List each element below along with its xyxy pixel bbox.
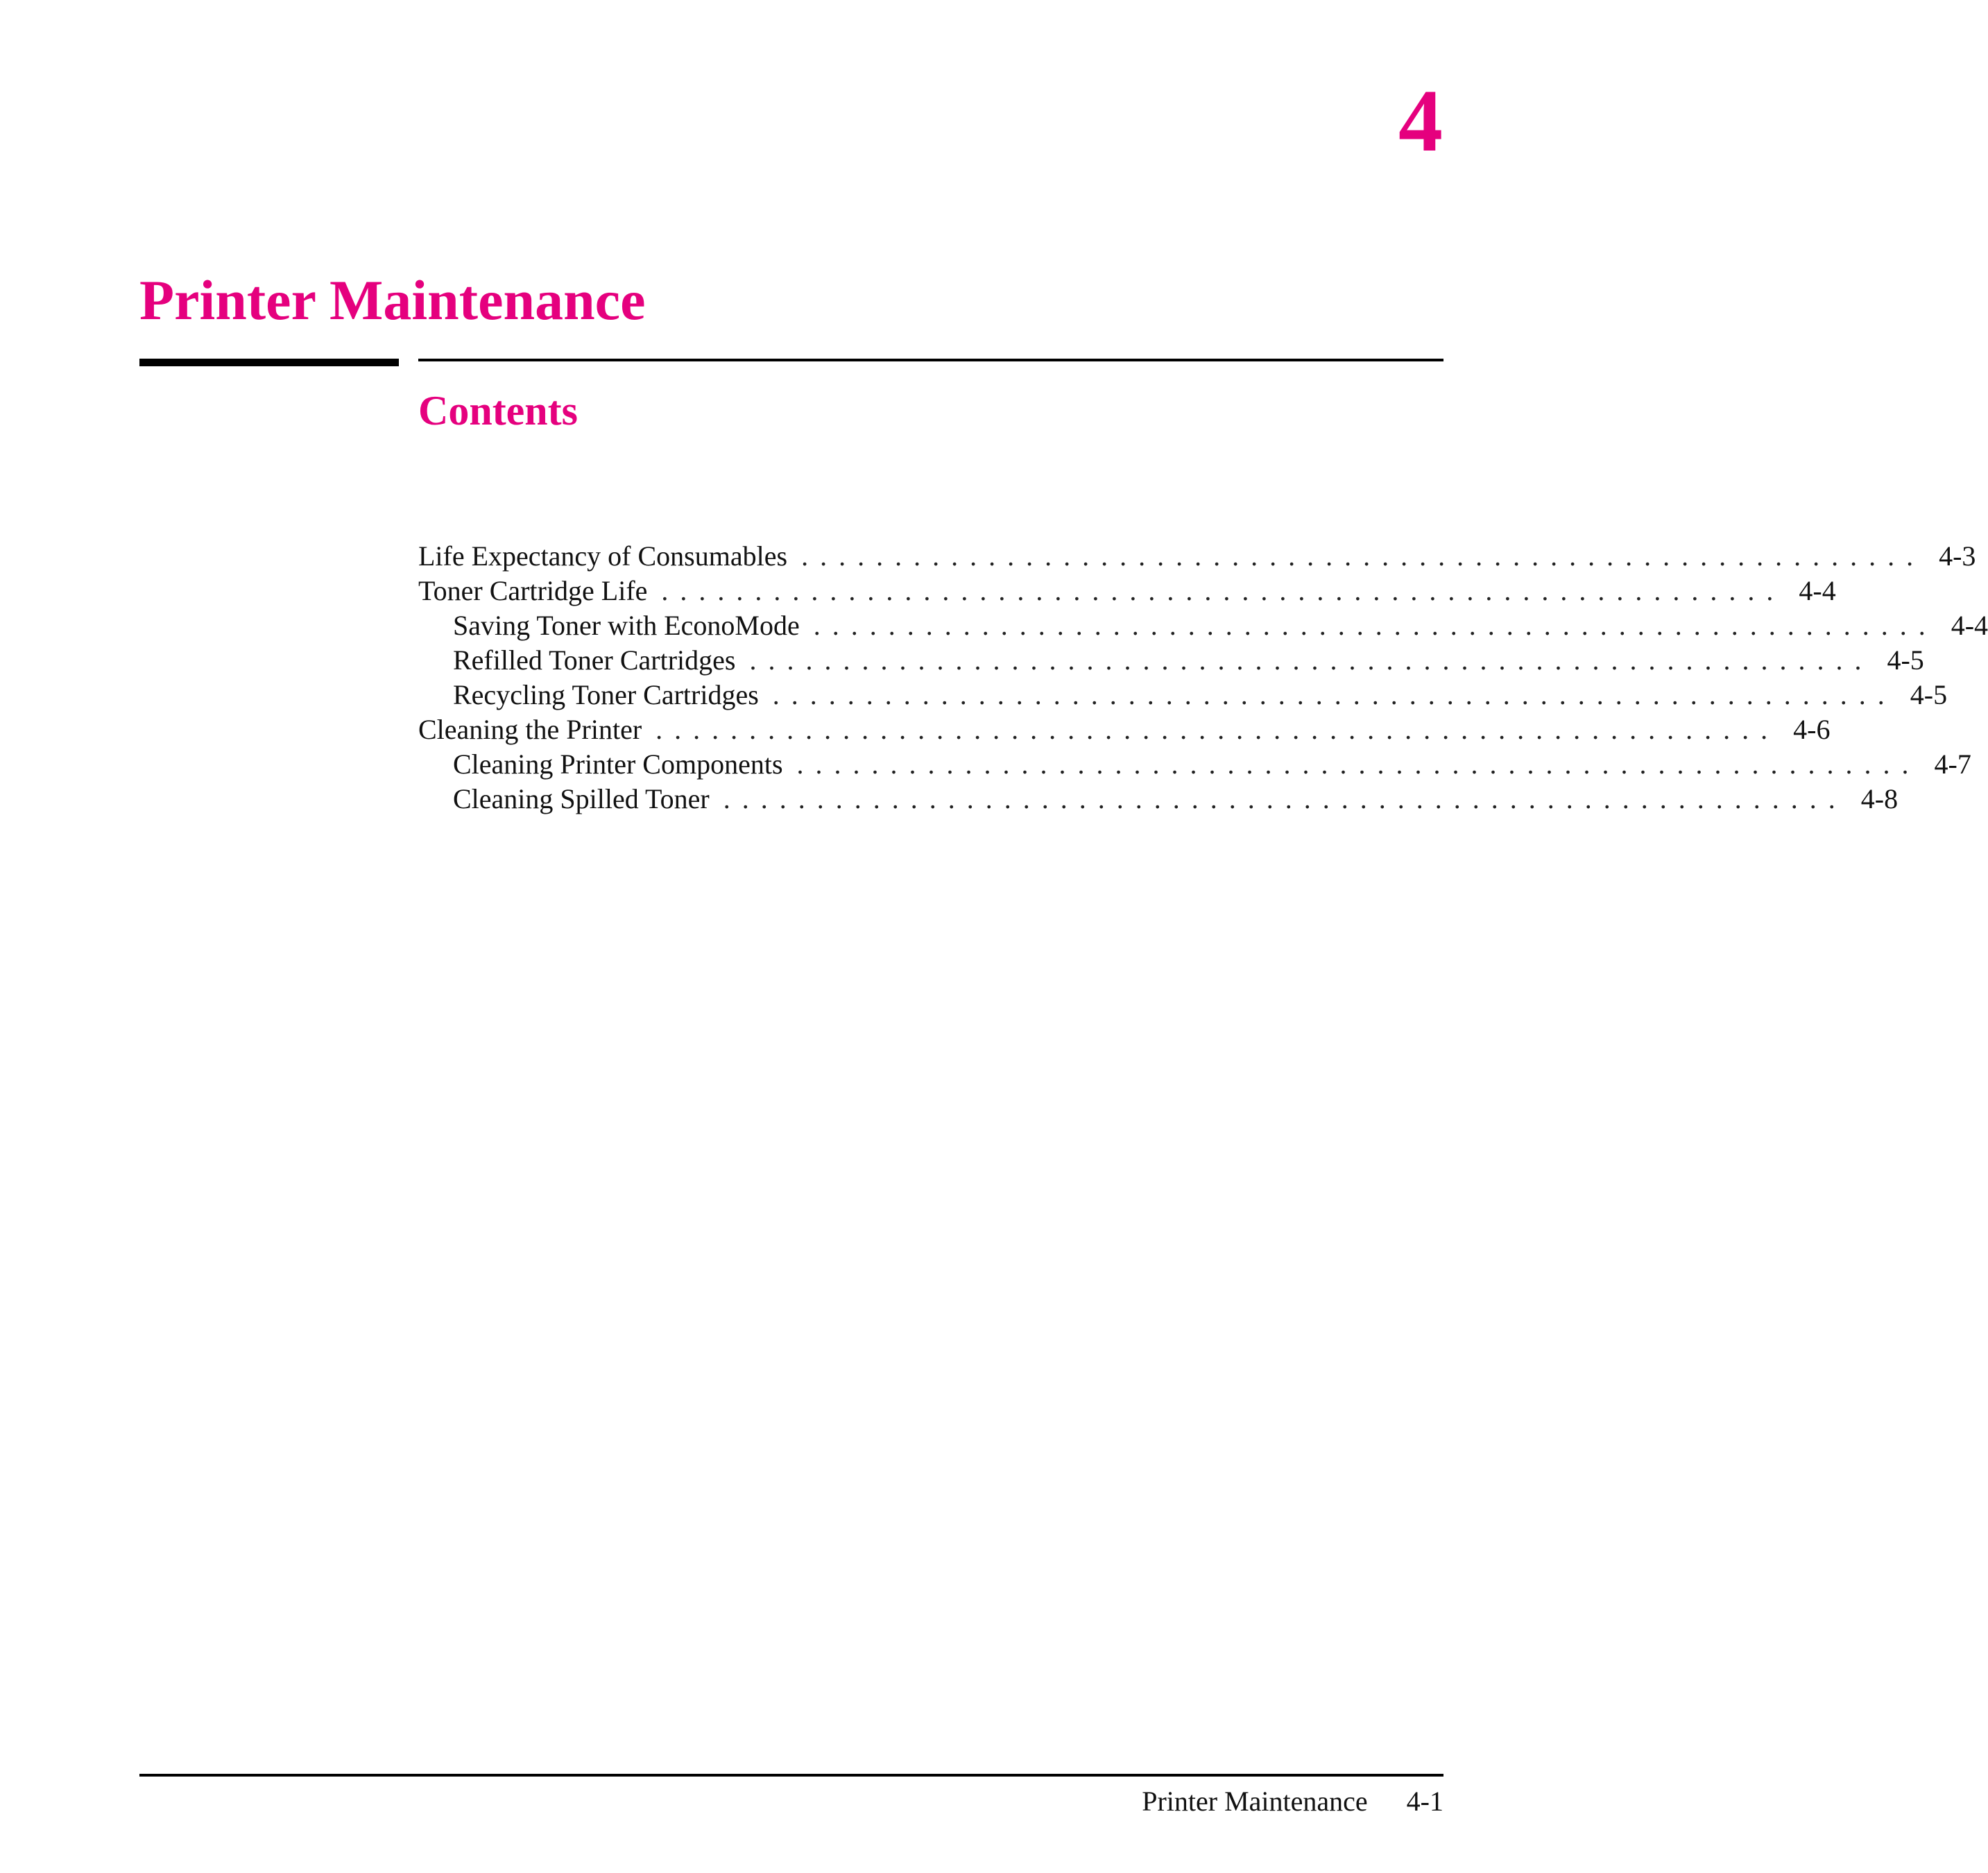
toc-dot-leader: ............................................................ (813, 610, 1937, 641)
table-of-contents (418, 539, 1988, 816)
toc-entry[interactable] (418, 747, 1971, 782)
toc-entry[interactable] (418, 574, 1836, 608)
title-rule-thick (139, 359, 399, 366)
toc-dot-leader: ............................................................ (655, 714, 1780, 745)
toc-dot-leader: ............................................................ (723, 783, 1847, 814)
toc-entry[interactable] (418, 539, 1976, 574)
toc-entry-title: Cleaning the Printer (418, 714, 642, 745)
toc-entry-page: 4-4 (1951, 610, 1988, 641)
toc-dot-leader: ............................................................ (801, 540, 1926, 572)
toc-entry-title: Life Expectancy of Consumables (418, 540, 788, 572)
toc-entry-title: Recycling Toner Cartridges (453, 679, 759, 710)
toc-entry-page: 4-6 (1793, 714, 1831, 745)
title-rule-thin (418, 359, 1443, 361)
contents-heading: Contents (418, 388, 579, 434)
toc-entry[interactable] (418, 678, 1948, 712)
toc-entry-page: 4-4 (1799, 575, 1836, 606)
toc-entry-page: 4-5 (1910, 679, 1948, 710)
footer-page-number: 4-1 (1406, 1786, 1443, 1817)
toc-entry-page: 4-8 (1860, 783, 1899, 814)
toc-entry-page: 4-7 (1934, 749, 1971, 780)
footer-section-title: Printer Maintenance (1142, 1786, 1368, 1817)
toc-dot-leader: ............................................................ (796, 749, 1921, 780)
chapter-number: 4 (1398, 71, 1443, 170)
toc-entry-title: Saving Toner with EconoMode (453, 610, 800, 641)
toc-dot-leader: ............................................................ (772, 679, 1896, 710)
toc-entry[interactable] (418, 712, 1831, 747)
footer-rule (139, 1774, 1443, 1777)
toc-entry-title: Toner Cartridge Life (418, 575, 648, 606)
toc-entry-page: 4-5 (1887, 644, 1924, 676)
toc-entry[interactable] (418, 643, 1924, 678)
toc-entry-page: 4-3 (1939, 540, 1976, 572)
toc-entry-title: Refilled Toner Cartridges (453, 644, 736, 676)
toc-dot-leader: ............................................................ (749, 644, 1874, 676)
chapter-title: Printer Maintenance (139, 268, 646, 332)
toc-entry-title: Cleaning Spilled Toner (453, 783, 710, 814)
page-footer (1142, 1784, 1443, 1819)
toc-entry[interactable] (418, 782, 1899, 816)
toc-dot-leader: ............................................................ (661, 575, 1785, 606)
toc-entry-title: Cleaning Printer Components (453, 749, 783, 780)
toc-entry[interactable] (418, 608, 1988, 643)
